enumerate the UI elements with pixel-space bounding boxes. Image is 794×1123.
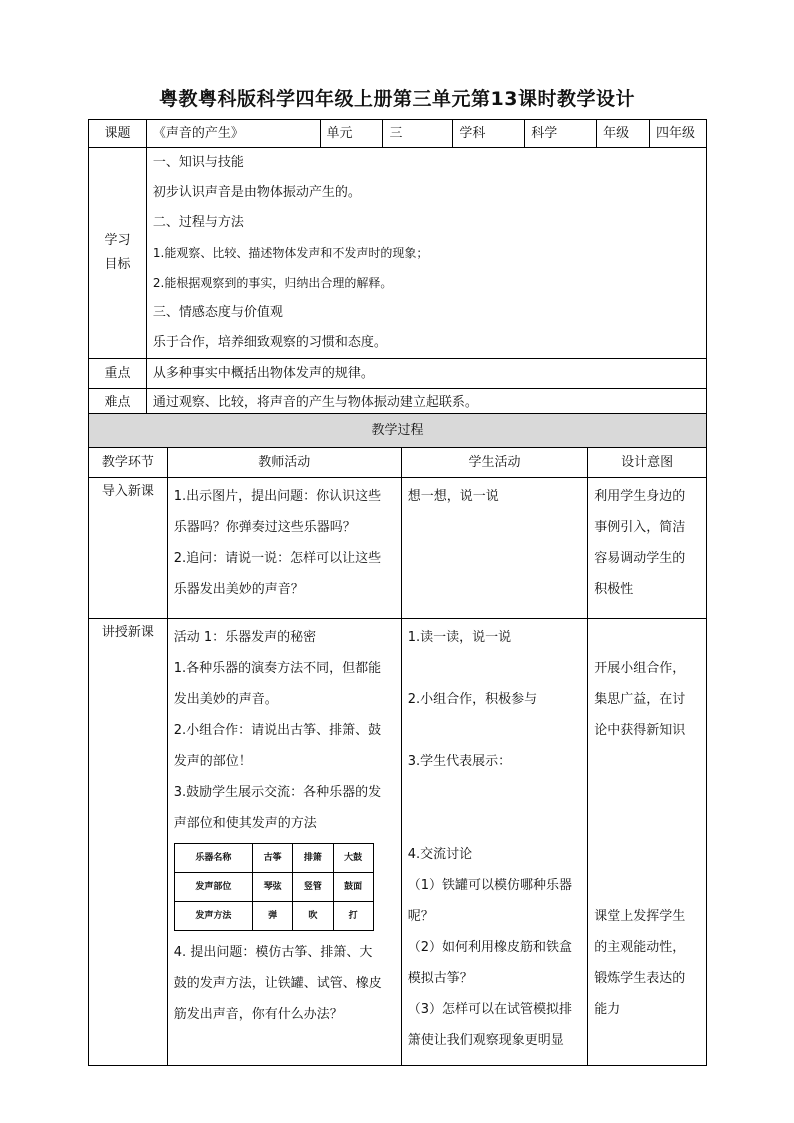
intro-teacher <box>167 478 401 619</box>
new-student <box>401 619 588 1066</box>
objective-line: 乐于合作，培养细致观察的习惯和态度。 <box>152 335 387 350</box>
stage-intro: 导入新课 <box>89 478 168 619</box>
instrument-cell: 琴弦 <box>253 873 293 902</box>
document-title: 粤教粤科版科学四年级上册第三单元第13课时教学设计 <box>159 88 635 110</box>
process-header: 教学过程 <box>89 414 707 448</box>
objective-line: 三、情感态度与价值观 <box>152 305 283 320</box>
instrument-cell: 弹 <box>253 902 293 931</box>
teacher-line: 筋发出声音，你有什么办法？ <box>173 1007 343 1022</box>
instrument-cell: 吹 <box>293 902 333 931</box>
instrument-cell: 发声方法 <box>174 902 252 931</box>
teacher-line: 活动 1：乐器发声的秘密 <box>173 630 317 645</box>
instrument-cell: 打 <box>333 902 373 931</box>
student-line: 3.学生代表展示： <box>407 754 512 769</box>
objective-line: 初步认识声音是由物体振动产生的。 <box>152 185 361 200</box>
unit-label: 单元 <box>320 120 383 148</box>
objectives-content <box>146 148 706 359</box>
difficulty-label: 难点 <box>89 389 147 417</box>
student-line: 想一想，说一说 <box>407 489 499 504</box>
subject-value: 科学 <box>525 120 597 148</box>
student-line: 2.小组合作，积极参与 <box>407 692 538 707</box>
student-line: （2）如何利用橡皮筋和铁盒 <box>407 940 572 955</box>
teacher-line: 鼓的发声方法，让铁罐、试管、橡皮 <box>173 976 382 991</box>
teaching-process-table <box>88 413 707 1066</box>
intent-line: 锻炼学生表达的 <box>594 971 686 986</box>
objective-line: 2.能根据观察到的事实，归纳出合理的解释。 <box>152 276 393 290</box>
teacher-line: 发声的部位！ <box>173 754 252 769</box>
student-line: 模拟古筝？ <box>407 971 473 986</box>
intro-student <box>401 478 588 619</box>
difficulty-text: 通过观察、比较，将声音的产生与物体振动建立起联系。 <box>146 389 706 417</box>
subject-label: 学科 <box>453 120 525 148</box>
instrument-cell: 排箫 <box>293 844 333 873</box>
teacher-line: 2.追问：请说一说：怎样可以让这些 <box>173 551 382 566</box>
teacher-line: 发出美妙的声音。 <box>173 692 278 707</box>
intent-line: 集思广益，在讨 <box>594 692 686 707</box>
key-point-label: 重点 <box>89 359 147 389</box>
intent-line: 事例引入，简洁 <box>594 520 686 535</box>
stage-new: 讲授新课 <box>89 619 168 1066</box>
teacher-line: 乐器吗？你弹奏过这些乐器吗？ <box>173 520 356 535</box>
lesson-info-table <box>88 119 707 417</box>
instrument-cell: 发声部位 <box>174 873 252 902</box>
objective-line: 二、过程与方法 <box>152 215 244 230</box>
instrument-table <box>174 843 374 931</box>
unit-value: 三 <box>383 120 453 148</box>
student-line: 1.读一读，说一说 <box>407 630 512 645</box>
topic-value: 《声音的产生》 <box>146 120 320 148</box>
intro-intent <box>588 478 707 619</box>
teacher-line: 2.小组合作：请说出古筝、排箫、鼓 <box>173 723 382 738</box>
intent-line: 积极性 <box>594 582 634 597</box>
new-teacher <box>167 619 401 1066</box>
objectives-label-line: 学习 <box>104 233 131 248</box>
objective-line: 一、知识与技能 <box>152 155 244 170</box>
instrument-cell: 大鼓 <box>333 844 373 873</box>
column-header: 学生活动 <box>401 448 588 478</box>
intent-line: 论中获得新知识 <box>594 723 686 738</box>
instrument-cell: 鼓面 <box>333 873 373 902</box>
new-intent <box>588 619 707 1066</box>
key-point-text: 从多种事实中概括出物体发声的规律。 <box>146 359 706 389</box>
student-line: 箫使让我们观察现象更明显 <box>407 1033 564 1048</box>
student-line: （3）怎样可以在试管模拟排 <box>407 1002 572 1017</box>
intent-line: 利用学生身边的 <box>594 489 686 504</box>
intent-line: 的主观能动性， <box>594 940 686 955</box>
topic-label: 课题 <box>89 120 147 148</box>
intent-line: 能力 <box>594 1002 621 1017</box>
column-header: 设计意图 <box>588 448 707 478</box>
teacher-line: 1.各种乐器的演奏方法不同，但都能 <box>173 661 382 676</box>
column-header: 教学环节 <box>89 448 168 478</box>
student-line: 4.交流讨论 <box>407 847 473 862</box>
objectives-label-line: 目标 <box>104 257 131 272</box>
grade-value: 四年级 <box>650 120 707 148</box>
objectives-label <box>89 148 147 359</box>
instrument-cell: 乐器名称 <box>174 844 252 873</box>
teacher-line: 声部位和使其发声的方法 <box>173 816 317 831</box>
objective-line: 1.能观察、比较、描述物体发声和不发声时的现象； <box>152 246 429 260</box>
student-line: 呢？ <box>407 909 434 924</box>
teacher-line: 3.鼓励学生展示交流：各种乐器的发 <box>173 785 382 800</box>
grade-label: 年级 <box>597 120 650 148</box>
intent-line: 开展小组合作， <box>594 661 686 676</box>
student-line: （1）铁罐可以模仿哪种乐器 <box>407 878 572 893</box>
teacher-line: 乐器发出美妙的声音？ <box>173 582 304 597</box>
instrument-cell: 竖管 <box>293 873 333 902</box>
teacher-line: 4. 提出问题：模仿古筝、排箫、大 <box>173 945 373 960</box>
column-header: 教师活动 <box>167 448 401 478</box>
instrument-cell: 古筝 <box>253 844 293 873</box>
teacher-line: 1.出示图片，提出问题：你认识这些 <box>173 489 382 504</box>
intent-line: 容易调动学生的 <box>594 551 686 566</box>
intent-line: 课堂上发挥学生 <box>594 909 686 924</box>
